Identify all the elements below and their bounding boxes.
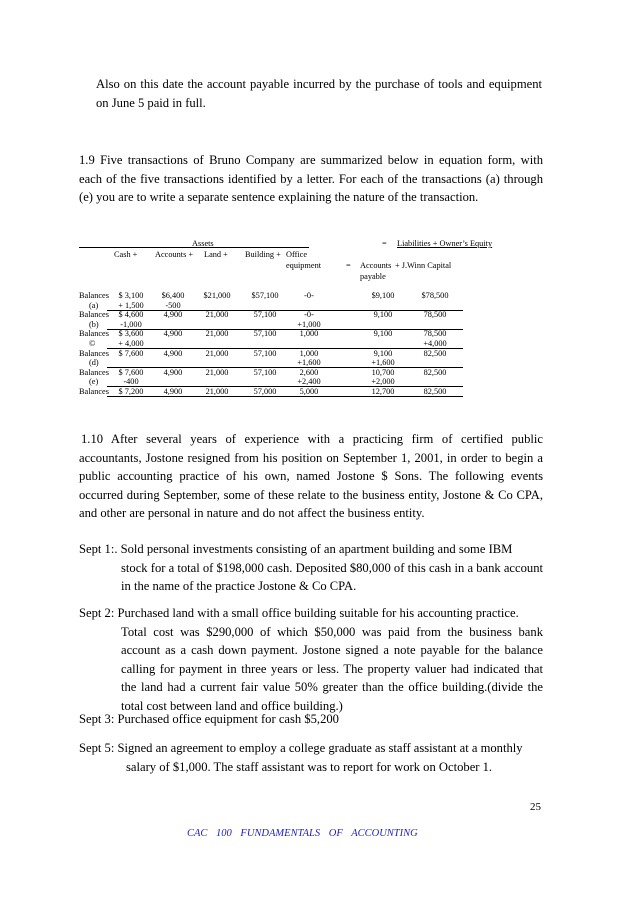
cell-cash: $ 3,100	[118, 291, 144, 300]
cell-accounts: $6,400	[161, 291, 185, 300]
cell-building: 57,100	[253, 348, 277, 358]
row-underline	[107, 396, 463, 397]
cell-office: -0-	[304, 310, 314, 320]
problem-1-9-text: 1.9 Five transactions of Bruno Company are summarized below in equation form, with each of the five transactions identified by a letter. For each of the transactions (a) through (e) you are to write a separate sentence explaining the nature of the transaction.	[79, 153, 543, 204]
cell-building: 57,100	[253, 329, 277, 339]
cell-cash: -1,000	[120, 319, 142, 329]
cell-accounts: 4,900	[163, 310, 183, 320]
cell-capital: 78,500	[423, 329, 447, 339]
entry-sept-5	[79, 739, 543, 776]
row-label: Balances	[79, 310, 109, 320]
cell-land: $21,000	[203, 291, 231, 300]
cell-building: 57,100	[253, 310, 277, 320]
cell-office: 1,000	[299, 348, 319, 358]
cell-accounts: 4,900	[163, 329, 183, 339]
entry-sept-3	[79, 710, 543, 729]
cell-building: $57,100	[251, 291, 279, 300]
row-label: Balances	[79, 329, 109, 339]
cell-land: 21,000	[205, 367, 229, 377]
row-label: (d)	[89, 358, 99, 368]
cell-capital: 82,500	[423, 348, 447, 358]
cell-cash: + 4,000	[118, 339, 144, 348]
cell-accounts: -500	[165, 300, 181, 310]
row-label: ©	[89, 339, 96, 348]
col-payable-2: payable	[360, 272, 386, 281]
cell-accounts: 4,900	[163, 348, 183, 358]
cell-cash: + 1,500	[118, 300, 144, 310]
equals-header: =	[382, 239, 387, 248]
entry-rest: stock for a total of $198,000 cash. Deposited $80,000 of this cash in a bank account in the name of the practice Jostone & Co CPA.	[121, 560, 543, 593]
cell-accounts: 4,900	[163, 387, 183, 396]
cell-payable: +1,600	[371, 358, 395, 368]
cell-land: 21,000	[205, 348, 229, 358]
cell-accounts: 4,900	[163, 367, 183, 377]
col-capital: + J.Winn Capital	[395, 261, 452, 270]
cell-building: 57,000	[253, 387, 277, 396]
cell-capital: 82,500	[423, 367, 447, 377]
problem-1-10-text: 1.10 After several years of experience with a practicing firm of certified public accountants, Jostone resigned from his position on September 1, 2001, in order to begin a public accounting practice of his own, named Jostone $ Sons. The following events occurred during September, some of these relate to the business entity, Jostone & Co CPA, and other are personal in nature and do not affect the business entity.	[79, 432, 543, 520]
cell-payable: 9,100	[373, 348, 393, 358]
col-office-2: equipment	[286, 261, 322, 270]
cell-cash: $ 3,600	[118, 329, 144, 339]
cell-payable: $9,100	[371, 291, 395, 300]
cell-capital: 78,500	[423, 310, 447, 320]
cell-payable: 10,700	[371, 367, 395, 377]
row-label: Balances	[79, 367, 109, 377]
col-cash: Cash +	[114, 250, 138, 259]
row-label: Balances	[79, 348, 109, 358]
cell-land: 21,000	[205, 387, 229, 396]
entry-sept-2	[79, 604, 543, 715]
row-label: (e)	[89, 377, 99, 387]
cell-office: +1,600	[297, 358, 321, 368]
cell-office: -0-	[304, 291, 314, 300]
footer-course-title: CAC 100 FUNDAMENTALS OF ACCOUNTING	[187, 828, 418, 839]
cell-office: 2,600	[299, 367, 319, 377]
col-accounts: Accounts +	[155, 250, 194, 259]
cell-cash: $ 7,600	[118, 348, 144, 358]
intro-paragraph: Also on this date the account payable incurred by the purchase of tools and equipment on June 5 paid in full.	[96, 77, 542, 110]
cell-capital: +4,000	[423, 339, 447, 348]
cell-payable: 9,100	[373, 310, 393, 320]
row-label: (a)	[89, 300, 99, 310]
cell-cash: $ 7,200	[118, 387, 144, 396]
col-land: Land +	[204, 250, 228, 259]
cell-cash: $ 7,600	[118, 367, 144, 377]
cell-cash: $ 4,600	[118, 310, 144, 320]
cell-office: 1,000	[299, 329, 319, 339]
cell-land: 21,000	[205, 329, 229, 339]
cell-cash: -400	[123, 377, 139, 387]
cell-building: 57,100	[253, 367, 277, 377]
cell-payable: +2,000	[371, 377, 395, 387]
liabilities-header: Liabilities + Owner’s Equity	[397, 239, 493, 248]
assets-header: Assets	[192, 239, 214, 248]
entry-sept-1	[79, 540, 543, 596]
entry-head: Sept 2: Purchased land with a small office building suitable for his accounting practice.	[79, 606, 519, 620]
entry-head: Sept 1:. Sold personal investments consisting of an apartment building and some IBM	[79, 542, 513, 556]
col-eq: =	[346, 261, 351, 270]
cell-capital: 82,500	[423, 387, 447, 396]
cell-office: +2,400	[297, 377, 321, 387]
entry-head: Sept 3: Purchased office equipment for cash $5,200	[79, 712, 339, 726]
cell-land: 21,000	[205, 310, 229, 320]
cell-capital: $78,500	[421, 291, 449, 300]
page-number: 25	[530, 801, 541, 813]
col-building: Building +	[245, 250, 281, 259]
col-payable-1: Accounts	[360, 261, 392, 270]
entry-rest: Total cost was $290,000 of which $50,000 was paid from the business bank account as a cash down payment. Jostone signed a note payable for the balance calling for payment in three years or less. The property valuer had indicated that the land had a current fair value 50% greater than the office building.(divide the total cost between land and office building.)	[121, 624, 543, 713]
cell-office: +1,000	[297, 319, 321, 329]
row-label: Balances	[79, 291, 109, 300]
cell-office: 5,000	[299, 387, 319, 396]
accounting-equation-table	[79, 236, 509, 416]
entry-head: Sept 5: Signed an agreement to employ a college graduate as staff assistant at a monthly	[79, 741, 523, 755]
row-label: Balances	[79, 387, 109, 396]
row-label: (b)	[89, 319, 99, 329]
cell-payable: 12,700	[371, 387, 395, 396]
entry-rest: salary of $1,000. The staff assistant was to report for work on October 1.	[126, 759, 493, 774]
cell-payable: 9,100	[373, 329, 393, 339]
col-office-1: Office	[286, 250, 308, 259]
